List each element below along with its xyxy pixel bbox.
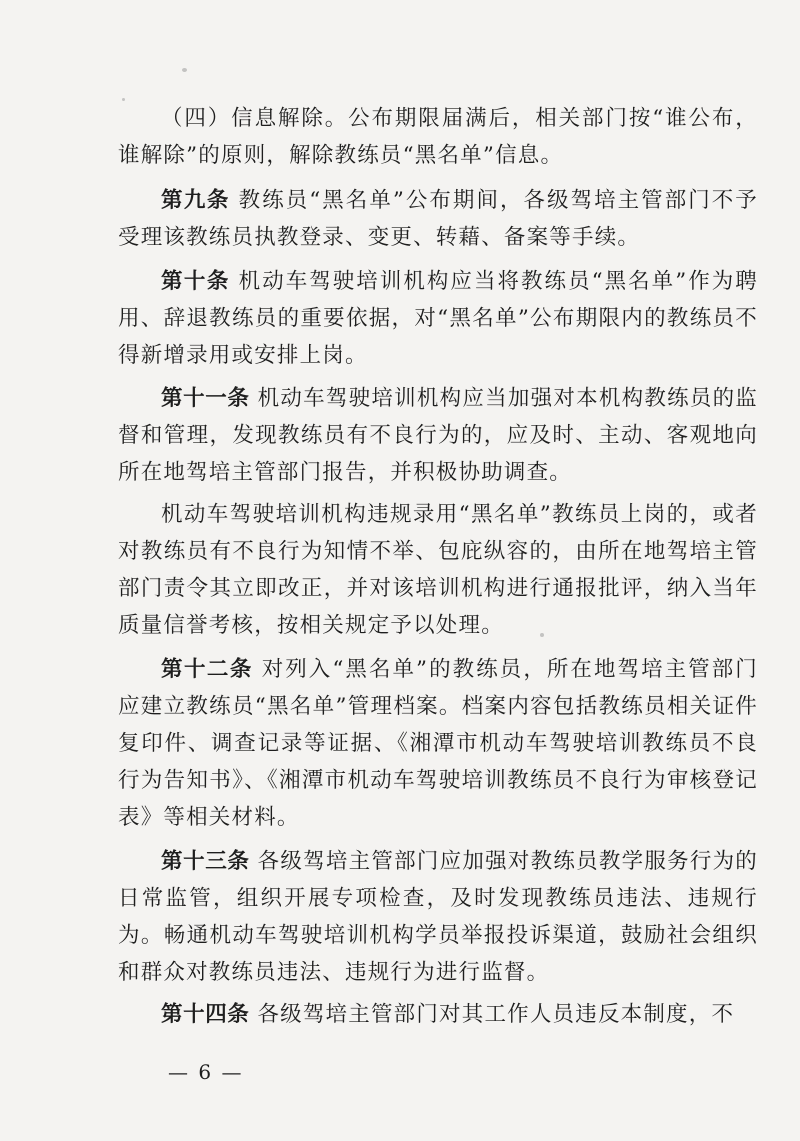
scan-speck — [182, 68, 187, 72]
page-number: — 6 — — [168, 1060, 244, 1084]
article-14: 第十四条 各级驾培主管部门对其工作人员违反本制度，不 — [161, 1002, 735, 1027]
article-10: 第十条 机动车驾驶培训机构应当将教练员“黑名单”作为聘用、辞退教练员的重要依据，对“黑名单”公布期限内的教练员不得新增录用或安排上岗。 — [118, 269, 758, 368]
paragraph-institution-violation: 机动车驾驶培训机构违规录用“黑名单”教练员上岗的，或者对教练员有不良行为知情不举、包庇纵容的，由所在地驾培主管部门责令其立即改正，并对该培训机构进行通报批评，纳入当年质量信誉考核，按相关规定予以处理。 — [118, 502, 758, 638]
paragraph-info-removal: （四）信息解除。公布期限届满后，相关部门按“谁公布，谁解除”的原则，解除教练员“黑名单”信息。 — [118, 106, 758, 168]
article-13: 第十三条 各级驾培主管部门应加强对教练员教学服务行为的日常监管，组织开展专项检查，及时发现教练员违法、违规行为。畅通机动车驾驶培训机构学员举报投诉渠道，鼓励社会组织和群众对教练员违法、违规行为进行监督。 — [118, 849, 759, 985]
article-11: 第十一条 机动车驾驶培训机构应当加强对本机构教练员的监督和管理，发现教练员有不良行为的，应及时、主动、客观地向所在地驾培主管部门报告，并积极协助调查。 — [118, 386, 759, 485]
article-12: 第十二条 对列入“黑名单”的教练员，所在地驾培主管部门应建立教练员“黑名单”管理档案。档案内容包括教练员相关证件复印件、调查记录等证据、《湘潭市机动车驾驶培训教练员不良行为告知书》、《湘潭市机动车驾驶培训教练员不良行为审核登记表》等相关材料。 — [118, 657, 758, 830]
article-9: 第九条 教练员“黑名单”公布期间，各级驾培主管部门不予受理该教练员执教登录、变更、转藉、备案等手续。 — [118, 188, 758, 250]
